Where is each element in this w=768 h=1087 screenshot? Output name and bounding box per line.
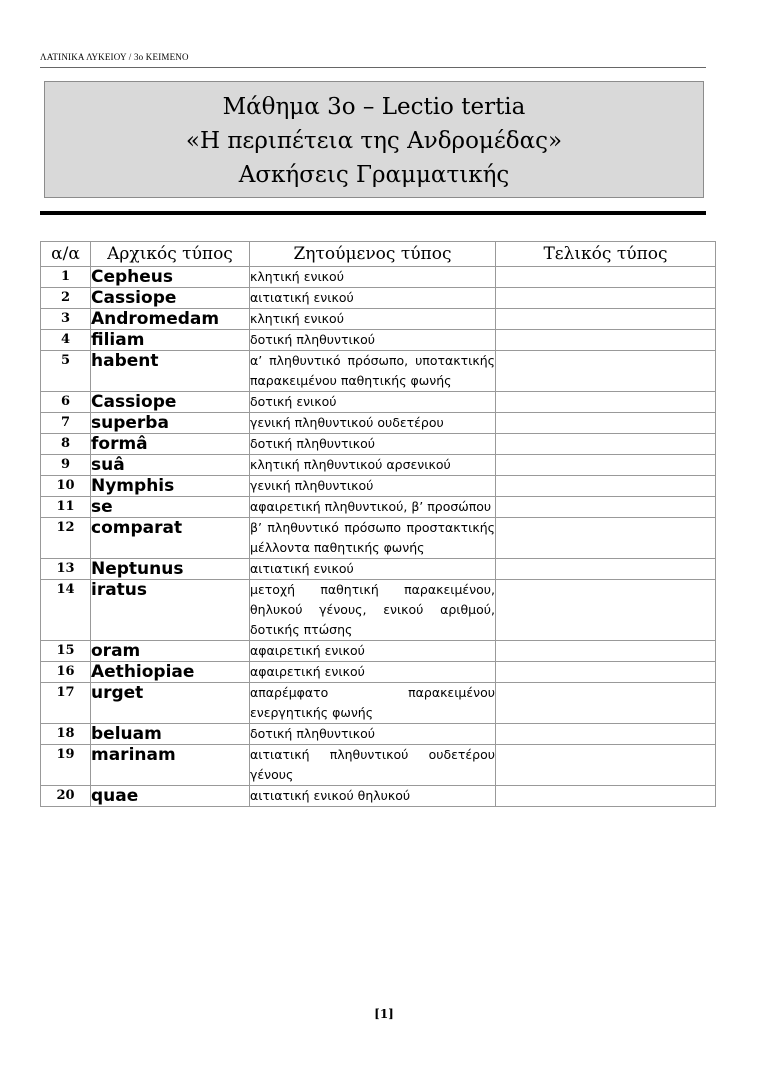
final-form-answer[interactable] (496, 455, 716, 476)
row-number: 5 (41, 351, 91, 392)
table-header-row (41, 242, 716, 267)
final-form-answer[interactable] (496, 330, 716, 351)
initial-form: Cepheus (91, 267, 250, 288)
requested-form: κλητική ενικού (250, 309, 496, 330)
requested-form: γενική πληθυντικού (250, 476, 496, 497)
final-form-answer[interactable] (496, 559, 716, 580)
final-form-answer[interactable] (496, 267, 716, 288)
lesson-subtitle: «Η περιπέτεια της Ανδρομέδας» (185, 128, 563, 154)
final-form-answer[interactable] (496, 497, 716, 518)
initial-form: Nymphis (91, 476, 250, 497)
table-row (41, 580, 716, 641)
final-form-answer[interactable] (496, 662, 716, 683)
row-number: 8 (41, 434, 91, 455)
initial-form: beluam (91, 724, 250, 745)
initial-form: Andromedam (91, 309, 250, 330)
final-form-answer[interactable] (496, 434, 716, 455)
initial-form: marinam (91, 745, 250, 786)
header-initial-form: Αρχικός τύπος (91, 242, 250, 267)
requested-form: μετοχή παθητική παρακειμένου, θηλυκού γένους, ενικού αριθμού, δοτικής πτώσης (250, 580, 496, 641)
row-number: 16 (41, 662, 91, 683)
row-number: 18 (41, 724, 91, 745)
final-form-answer[interactable] (496, 476, 716, 497)
row-number: 20 (41, 786, 91, 807)
row-number: 9 (41, 455, 91, 476)
table-row (41, 392, 716, 413)
initial-form: suâ (91, 455, 250, 476)
header-requested-form: Ζητούμενος τύπος (250, 242, 496, 267)
requested-form: κλητική πληθυντικού αρσενικού (250, 455, 496, 476)
row-number: 19 (41, 745, 91, 786)
row-number: 10 (41, 476, 91, 497)
final-form-answer[interactable] (496, 786, 716, 807)
table-row (41, 497, 716, 518)
final-form-answer[interactable] (496, 351, 716, 392)
row-number: 6 (41, 392, 91, 413)
row-number: 1 (41, 267, 91, 288)
requested-form: α’ πληθυντικό πρόσωπο, υποτακτικής παρακειμένου παθητικής φωνής (250, 351, 496, 392)
table-row (41, 288, 716, 309)
requested-form: γενική πληθυντικού ουδετέρου (250, 413, 496, 434)
table-row (41, 309, 716, 330)
table-body (41, 267, 716, 807)
section-divider (40, 211, 706, 215)
final-form-answer[interactable] (496, 641, 716, 662)
initial-form: Aethiopiae (91, 662, 250, 683)
requested-form: β’ πληθυντικό πρόσωπο προστακτικής μέλλοντα παθητικής φωνής (250, 518, 496, 559)
running-header: ΛΑΤΙΝΙΚΑ ΛΥΚΕΙΟΥ / 3ο ΚΕΙΜΕΝΟ (40, 52, 189, 62)
row-number: 11 (41, 497, 91, 518)
requested-form: αφαιρετική ενικού (250, 662, 496, 683)
final-form-answer[interactable] (496, 413, 716, 434)
header-rule (40, 67, 706, 68)
initial-form: Neptunus (91, 559, 250, 580)
table-row (41, 330, 716, 351)
table-row (41, 434, 716, 455)
requested-form: αφαιρετική πληθυντικού, β’ προσώπου (250, 497, 496, 518)
final-form-answer[interactable] (496, 724, 716, 745)
initial-form: comparat (91, 518, 250, 559)
initial-form: habent (91, 351, 250, 392)
table-row (41, 662, 716, 683)
table-row (41, 745, 716, 786)
final-form-answer[interactable] (496, 518, 716, 559)
page-number: [1] (374, 1007, 394, 1021)
table-row (41, 518, 716, 559)
table-row (41, 724, 716, 745)
table-row (41, 455, 716, 476)
row-number: 2 (41, 288, 91, 309)
initial-form: quae (91, 786, 250, 807)
grammar-exercise-table (40, 241, 716, 807)
table-row (41, 683, 716, 724)
initial-form: filiam (91, 330, 250, 351)
table-row (41, 559, 716, 580)
initial-form: se (91, 497, 250, 518)
initial-form: Cassiope (91, 288, 250, 309)
row-number: 13 (41, 559, 91, 580)
requested-form: αιτιατική ενικού (250, 559, 496, 580)
initial-form: Cassiope (91, 392, 250, 413)
requested-form: αιτιατική ενικού (250, 288, 496, 309)
requested-form: αιτιατική πληθυντικού ουδετέρου γένους (250, 745, 496, 786)
row-number: 7 (41, 413, 91, 434)
row-number: 3 (41, 309, 91, 330)
requested-form: αφαιρετική ενικού (250, 641, 496, 662)
initial-form: formâ (91, 434, 250, 455)
final-form-answer[interactable] (496, 392, 716, 413)
final-form-answer[interactable] (496, 309, 716, 330)
requested-form: δοτική πληθυντικού (250, 724, 496, 745)
row-number: 4 (41, 330, 91, 351)
requested-form: κλητική ενικού (250, 267, 496, 288)
final-form-answer[interactable] (496, 745, 716, 786)
table-row (41, 476, 716, 497)
initial-form: superba (91, 413, 250, 434)
title-box (44, 81, 704, 198)
final-form-answer[interactable] (496, 683, 716, 724)
exercise-title: Ασκήσεις Γραμματικής (238, 162, 510, 188)
row-number: 17 (41, 683, 91, 724)
table-row (41, 351, 716, 392)
lesson-title: Μάθημα 3ο – Lectio tertia (222, 94, 526, 120)
requested-form: δοτική πληθυντικού (250, 434, 496, 455)
row-number: 15 (41, 641, 91, 662)
requested-form: δοτική ενικού (250, 392, 496, 413)
initial-form: urget (91, 683, 250, 724)
row-number: 12 (41, 518, 91, 559)
requested-form: δοτική πληθυντικού (250, 330, 496, 351)
final-form-answer[interactable] (496, 288, 716, 309)
final-form-answer[interactable] (496, 580, 716, 641)
requested-form: αιτιατική ενικού θηλυκού (250, 786, 496, 807)
table-row (41, 267, 716, 288)
row-number: 14 (41, 580, 91, 641)
requested-form: απαρέμφατο παρακειμένου ενεργητικής φωνής (250, 683, 496, 724)
table-row (41, 786, 716, 807)
table-row (41, 641, 716, 662)
initial-form: iratus (91, 580, 250, 641)
initial-form: oram (91, 641, 250, 662)
table-row (41, 413, 716, 434)
header-final-form: Τελικός τύπος (496, 242, 716, 267)
header-num: α/α (41, 242, 91, 267)
